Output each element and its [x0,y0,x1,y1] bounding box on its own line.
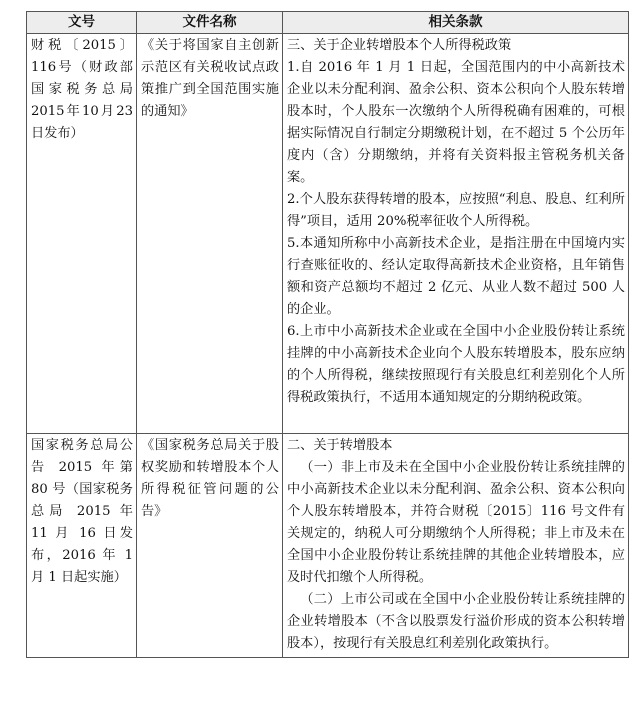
document-name: 《国家税务总局关于股权奖励和转增股本个人所得税征管问题的公告》 [137,434,283,658]
clause-heading: 二、关于转增股本 [287,438,393,453]
document-number: 国家税务总局公告 2015 年第 80 号（国家税务总局 2015 年 11 月 16 日发布，2016 年 1 月 1 日起实施） [27,434,137,658]
table-row [27,34,629,434]
clause-item: 5.本通知所称中小高新技术企业，是指注册在中国境内实行查账征收的、经认定取得高新技术企业资格，且年销售额和资产总额均不超过 2 亿元、从业人数不超过 500 人的企业。 [287,236,625,317]
clause-item: 2.个人股东获得转增的股本，应按照“利息、股息、红利所得”项目，适用 20%税率征收个人所得税。 [287,192,625,229]
clause-item: （一）非上市及未在全国中小企业股份转让系统挂牌的中小高新技术企业以未分配利润、盈余公积、资本公积向个人股东转增股本，并符合财税〔2015〕116 号文件有关规定的，纳税人可分期缴纳个人所得税；非上市及未在全国中小企业股份转让系统挂牌的其他企业转增股本，应及时代扣缴个人所得税。 [287,460,625,585]
policy-table [26,11,629,658]
clause-item: 6.上市中小高新技术企业或在全国中小企业股份转让系统挂牌的中小高新技术企业向个人股东转增股本，股东应纳的个人所得税，继续按照现行有关股息红利差别化个人所得税政策执行，不适用本通知规定的分期纳税政策。 [287,324,625,405]
clause-item: （二）上市公司或在全国中小企业股份转让系统挂牌的企业转增股本（不含以股票发行溢价形成的资本公积转增股本），按现行有关股息红利差别化政策执行。 [287,592,625,651]
document-number: 财税〔2015〕116号（财政部 国家税务总局2015年10月23日发布） [27,34,137,434]
related-clauses [283,34,629,434]
header-clauses: 相关条款 [283,12,629,34]
related-clauses [283,434,629,658]
header-name: 文件名称 [137,12,283,34]
clause-heading: 三、关于企业转增股本个人所得税政策 [287,38,512,53]
header-number: 文号 [27,12,137,34]
document-name: 《关于将国家自主创新示范区有关税收试点政策推广到全国范围实施的通知》 [137,34,283,434]
clause-item: 1.自 2016 年 1 月 1 日起，全国范围内的中小高新技术企业以未分配利润、盈余公积、资本公积向个人股东转增股本时，个人股东一次缴纳个人所得税确有困难的，可根据实际情况自行制定分期缴税计划，在不超过 5 个公历年度内（含）分期缴纳，并将有关资料报主管税务机关备案。 [287,60,625,185]
header-row [27,12,629,34]
table-row [27,434,629,658]
